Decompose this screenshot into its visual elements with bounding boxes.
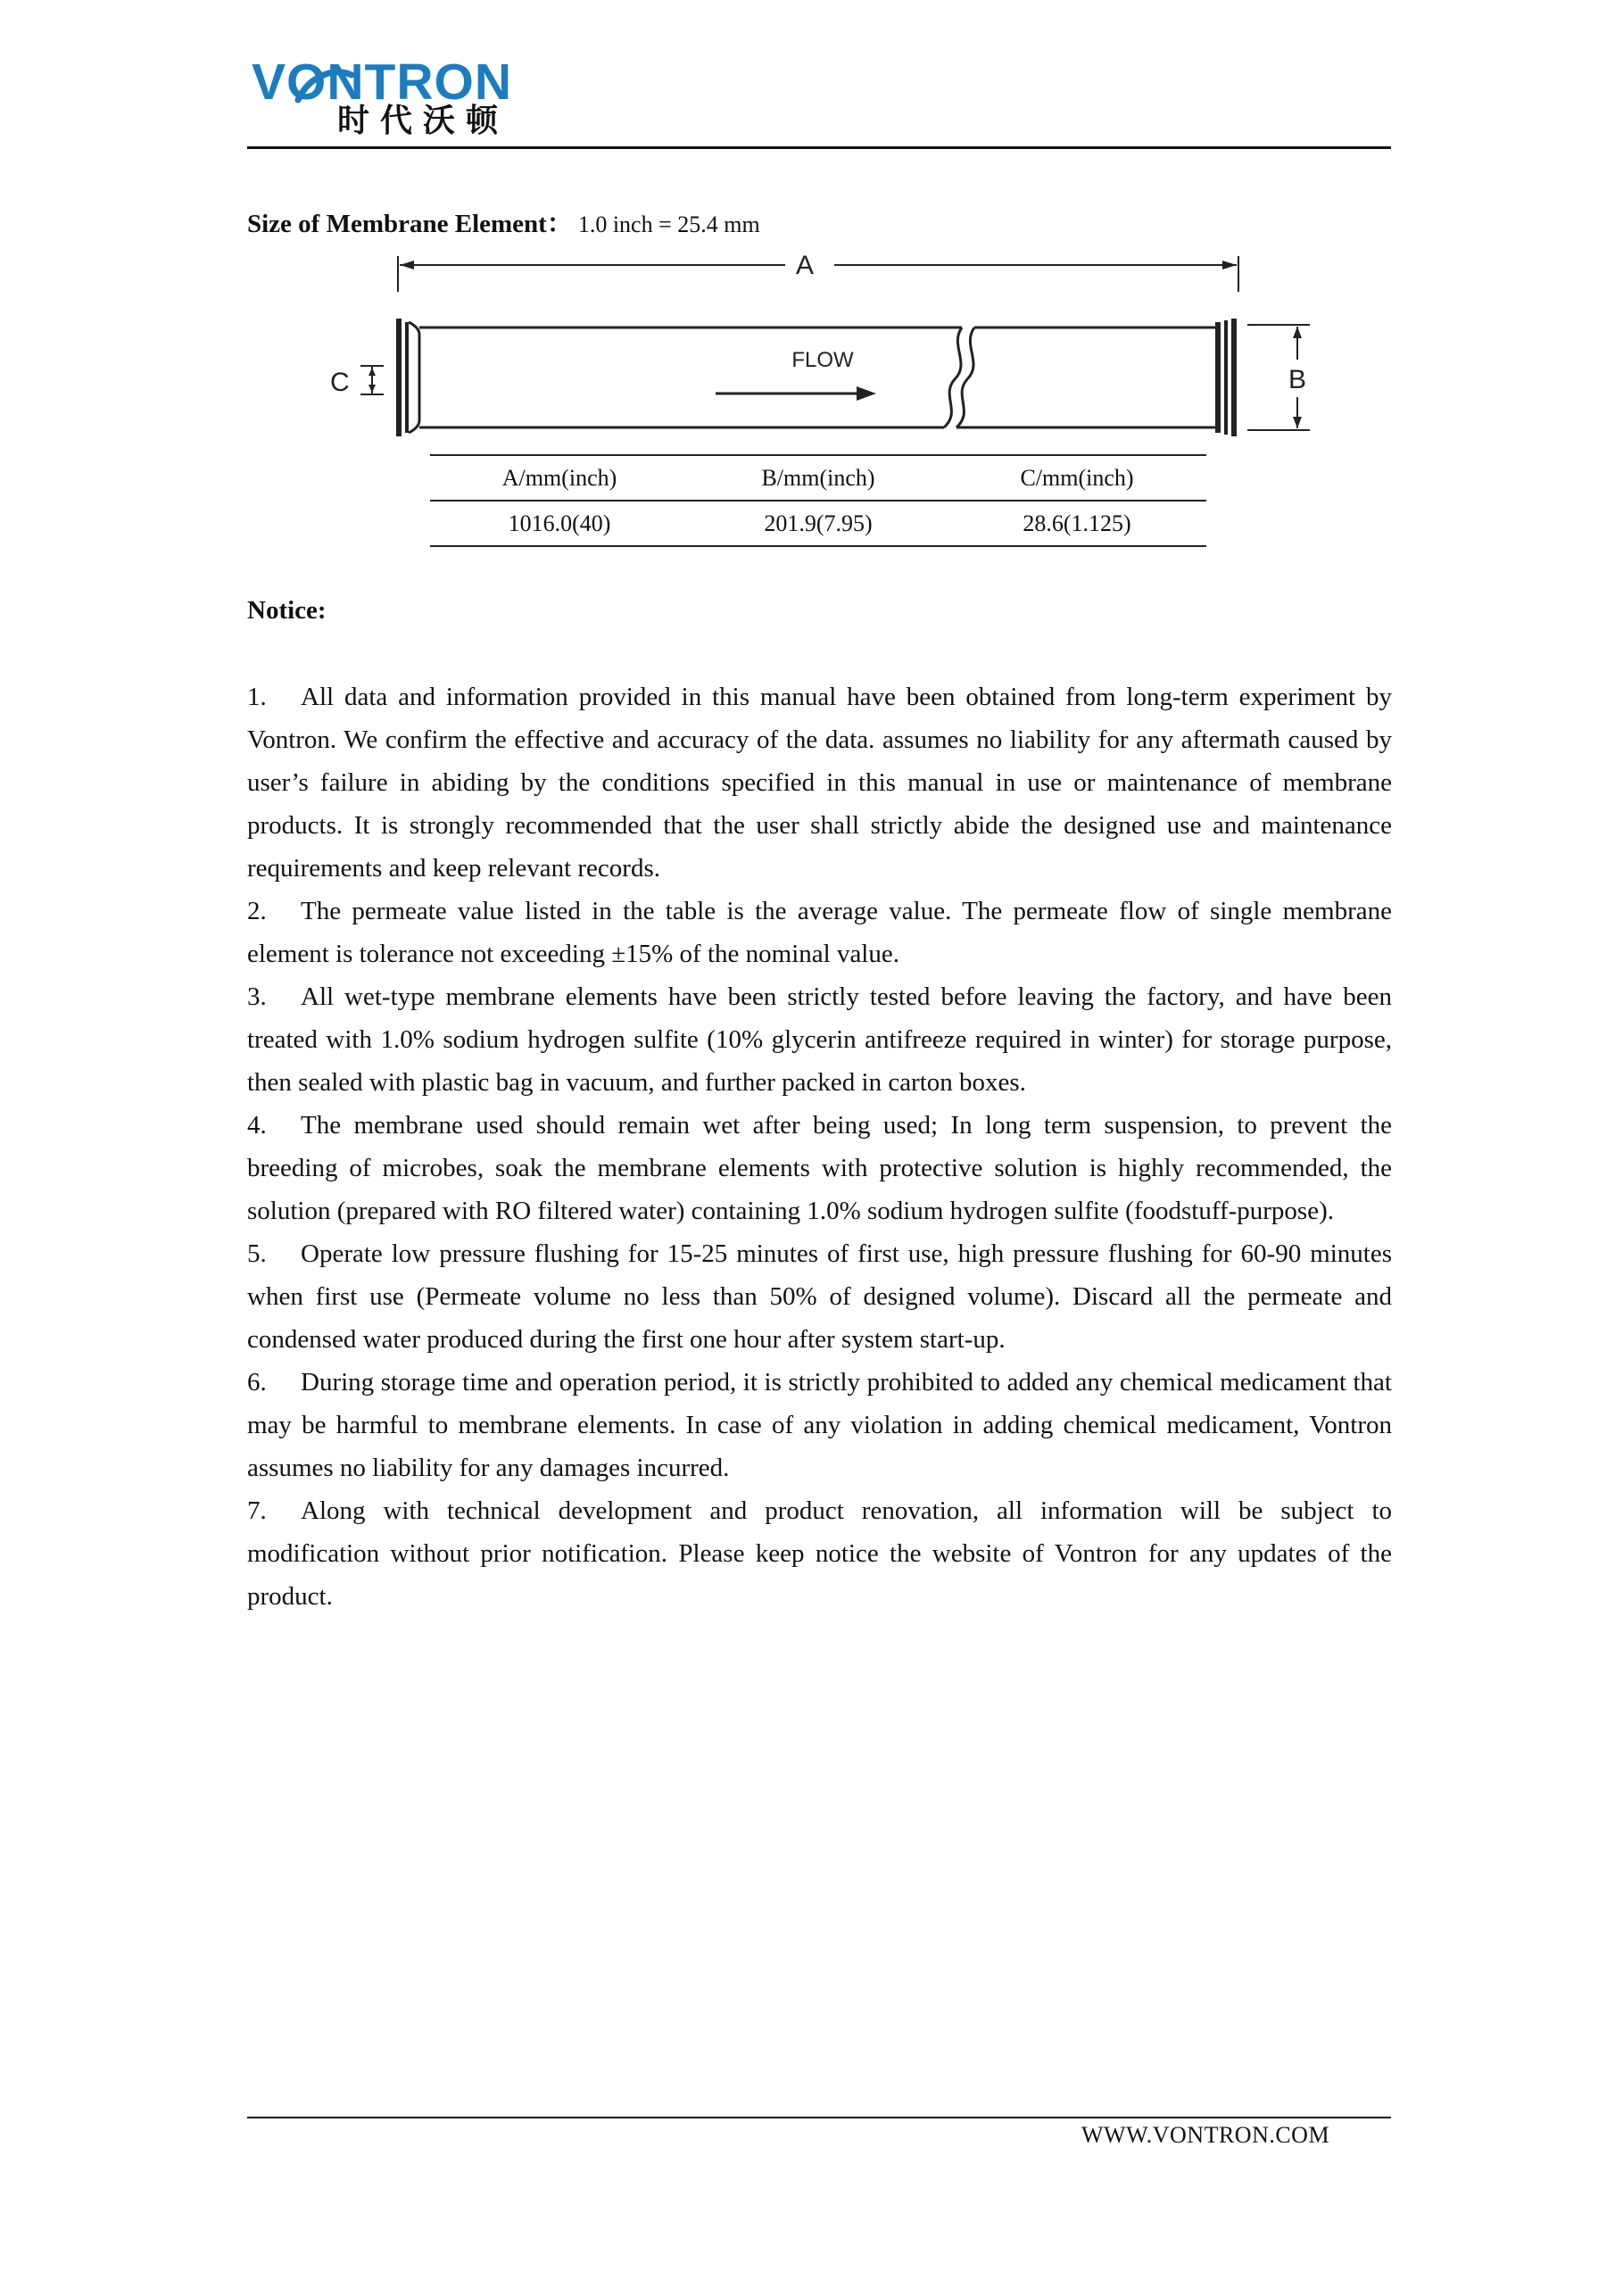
notice-item xyxy=(247,1489,1392,1618)
notice-item xyxy=(247,676,1392,890)
value-b: 201.9(7.95) xyxy=(764,510,873,536)
header-b: B/mm(inch) xyxy=(761,464,875,491)
notice-item-text: Along with technical development and product renovation, all information will be subject to modification without prior notification. Please keep notice the website of Vontron for any updates of the product. xyxy=(247,1496,1392,1611)
notice-item-number: 7. xyxy=(247,1496,267,1525)
flow-label: FLOW xyxy=(791,348,854,372)
notice-heading: Notice: xyxy=(247,596,327,625)
notice-item-text: The permeate value listed in the table is the average value. The permeate flow of single membrane element is tolerance not exceeding ±15% of the nominal value. xyxy=(247,897,1392,968)
notice-item-number: 4. xyxy=(247,1111,267,1140)
membrane-element-diagram xyxy=(303,245,1321,451)
dimension-label-a: A xyxy=(795,251,815,280)
unit-conversion-note: 1.0 inch = 25.4 mm xyxy=(577,211,760,237)
notice-item-number: 2. xyxy=(247,897,267,925)
footer-rule xyxy=(247,2117,1391,2118)
notice-item-text: All data and information provided in this manual have been obtained from long-term experiment by Vontron. We confirm the effective and accuracy of the data. assumes no liability for any aftermath caused by user’s failure in abiding by the conditions specified in this manual in use or maintenance of membrane products. It is strongly recommended that the user shall strictly abide the designed use and maintenance requirements and keep relevant records. xyxy=(247,683,1392,883)
dimension-table xyxy=(430,454,1206,547)
notice-item xyxy=(247,975,1392,1104)
dimension-label-c: C xyxy=(330,368,350,397)
notice-item-number: 3. xyxy=(247,982,267,1011)
header-c: C/mm(inch) xyxy=(1020,464,1134,491)
notice-item-text: Operate low pressure flushing for 15-25 minutes of first use, high pressure flushing for 60-90 minutes when first use (Permeate volume no less than 50% of designed volume). Discard all the permeate and condensed water produced during the first one hour after system start-up. xyxy=(247,1239,1392,1354)
notice-item xyxy=(247,1361,1392,1489)
dimension-label-b: B xyxy=(1288,365,1307,394)
notice-item xyxy=(247,1104,1392,1232)
dimension-table-header-row xyxy=(430,455,1206,501)
dimension-table-value-row xyxy=(430,501,1206,546)
notice-item-number: 1. xyxy=(247,683,267,711)
size-heading-label: Size of Membrane Element： xyxy=(247,210,573,238)
notice-item xyxy=(247,890,1392,975)
notice-list xyxy=(247,676,1392,1618)
logo-wordmark: VONTRON xyxy=(252,54,512,111)
notice-item-number: 6. xyxy=(247,1368,267,1397)
value-c: 28.6(1.125) xyxy=(1023,510,1131,536)
notice-item-text: During storage time and operation period, it is strictly prohibited to added any chemical medicament that may be harmful to membrane elements. In case of any violation in adding chemical medicament, Vontron assumes no liability for any damages incurred. xyxy=(247,1368,1392,1482)
notice-item-number: 5. xyxy=(247,1239,267,1268)
notice-item-text: All wet-type membrane elements have been strictly tested before leaving the factory, and have been treated with 1.0% sodium hydrogen sulfite (10% glycerin antifreeze required in winter) for storage purpose, then sealed with plastic bag in vacuum, and further packed in carton boxes. xyxy=(247,982,1392,1097)
notice-item-text: The membrane used should remain wet after being used; In long term suspension, to prevent the breeding of microbes, soak the membrane elements with protective solution is highly recommended, the solution (prepared with RO filtered water) containing 1.0% sodium hydrogen sulfite (foodstuff-purpose). xyxy=(247,1111,1392,1225)
value-a: 1016.0(40) xyxy=(508,510,611,536)
size-heading xyxy=(247,203,760,240)
logo-chinese-name: 时代沃顿 xyxy=(337,103,509,139)
header-rule xyxy=(247,146,1391,149)
header-a: A/mm(inch) xyxy=(501,464,617,491)
vontron-logo xyxy=(252,54,519,146)
footer-website: WWW.VONTRON.COM xyxy=(1081,2122,1330,2148)
notice-item xyxy=(247,1232,1392,1361)
